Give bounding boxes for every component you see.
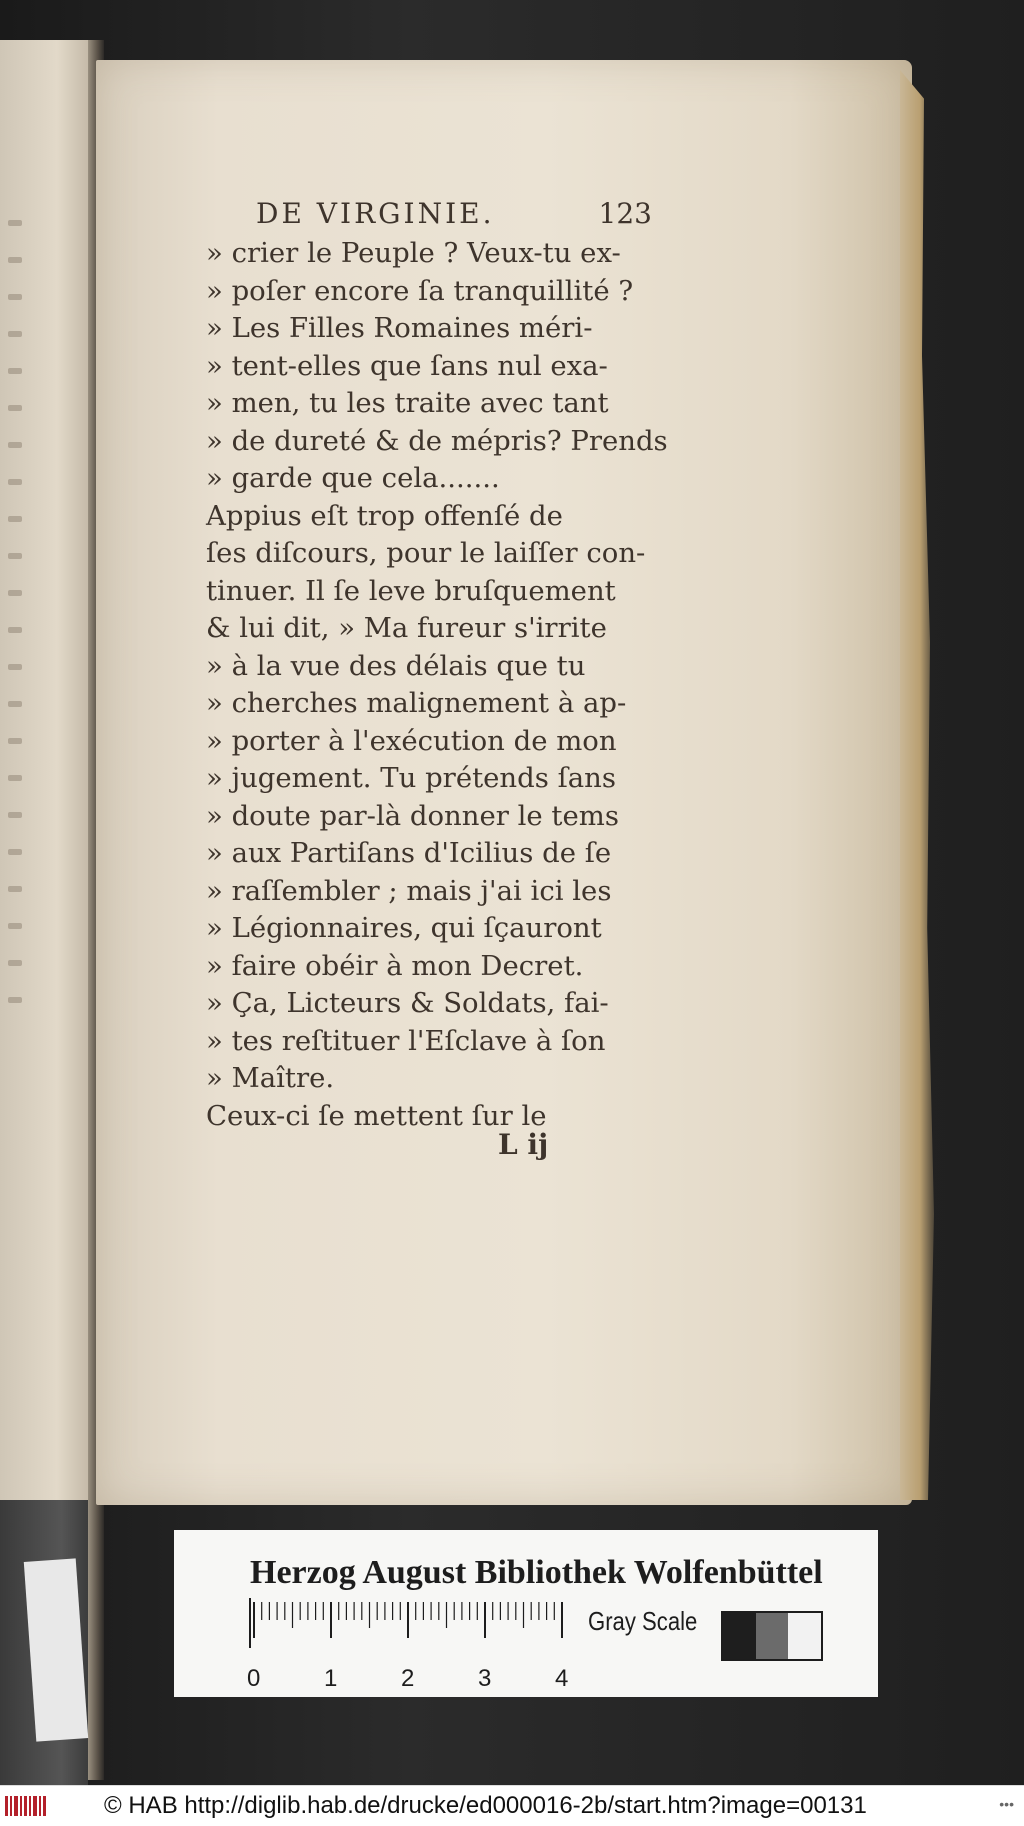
text-line: » crier le Peuple ? Veux-tu ex- xyxy=(206,237,621,269)
facing-page-text-fragment xyxy=(8,960,22,966)
ruler-number: 4 xyxy=(555,1665,569,1692)
facing-page-text-fragment xyxy=(8,997,22,1003)
more-icon[interactable]: ••• xyxy=(999,1796,1014,1812)
running-head-title: DE VIRGINIE. xyxy=(256,197,495,230)
signature-mark: L ij xyxy=(498,1128,549,1161)
text-line: » men, tu les traite avec tant xyxy=(206,387,609,419)
text-line: Ceux-ci ſe mettent ſur le xyxy=(206,1099,547,1132)
text-line: » Ça, Licteurs & Soldats, fai- xyxy=(206,987,609,1019)
facing-page-text-fragment xyxy=(8,220,22,226)
text-line: » tent-elles que ſans nul exa- xyxy=(206,349,608,382)
text-line: tinuer. Il ſe leve bruſquement xyxy=(206,574,616,607)
gray-scale-label: Gray Scale xyxy=(588,1606,698,1636)
text-line: » faire obéir à mon Decret. xyxy=(206,949,584,982)
footer-copyright-url[interactable]: © HAB http://diglib.hab.de/drucke/ed000016-2b/start.htm?image=00131 xyxy=(104,1792,867,1819)
facing-page-text-fragment xyxy=(8,442,22,448)
text-line: » Maître. xyxy=(206,1062,335,1094)
facing-page-text-fragment xyxy=(8,294,22,300)
facing-page-text-fragment xyxy=(8,738,22,744)
facing-page-text-fragment xyxy=(8,257,22,263)
text-line: » à la vue des délais que tu xyxy=(206,649,586,682)
text-line: » cherches malignement à ap- xyxy=(206,687,627,719)
facing-page-text-fragment xyxy=(8,516,22,522)
ruler-number: 0 xyxy=(247,1665,261,1692)
facing-page-text-fragment xyxy=(8,590,22,596)
ruler-number: 2 xyxy=(401,1665,415,1692)
text-line: » garde que cela....... xyxy=(206,462,500,494)
facing-page-text-fragment xyxy=(8,368,22,374)
text-line: » de dureté & de mépris? Prends xyxy=(206,424,668,457)
facing-page-edge xyxy=(0,40,95,1500)
page-deckled-edge xyxy=(900,70,940,1500)
facing-page-text-fragment xyxy=(8,479,22,485)
text-line: » jugement. Tu prétends ſans xyxy=(206,762,616,794)
ruler-number: 3 xyxy=(478,1665,492,1692)
text-lines xyxy=(206,235,668,1135)
facing-page-text-fragment xyxy=(8,849,22,855)
gray-swatch xyxy=(756,1613,789,1659)
gray-swatch xyxy=(788,1613,821,1659)
facing-page-text-fragment xyxy=(8,405,22,411)
shelf-label xyxy=(24,1558,88,1741)
facing-page-text-fragment xyxy=(8,701,22,707)
text-line: » Les Filles Romaines méri- xyxy=(206,312,593,344)
facing-page-text-fragment xyxy=(8,812,22,818)
text-line: ſes diſcours, pour le laiſſer con- xyxy=(206,537,646,569)
centimeter-ruler xyxy=(247,1598,580,1692)
facing-page-text-fragment xyxy=(8,775,22,781)
footer-bar xyxy=(0,1785,1024,1826)
text-line: » tes reſtituer l'Eſclave à ſon xyxy=(206,1024,606,1057)
facing-page-text-fragment xyxy=(8,331,22,337)
text-line: & lui dit, » Ma fureur s'irrite xyxy=(206,612,607,644)
running-head xyxy=(206,195,656,235)
ruler-number: 1 xyxy=(324,1665,338,1692)
text-line: » Légionnaires, qui ſçauront xyxy=(206,912,602,944)
page-number: 123 xyxy=(598,197,652,230)
facing-page-text-fragment xyxy=(8,886,22,892)
facing-page-text-fragment xyxy=(8,627,22,633)
hab-barcode-logo-icon xyxy=(4,1794,48,1818)
color-reference-card xyxy=(174,1530,878,1697)
gray-scale-swatches xyxy=(721,1611,823,1661)
facing-page-text-fragment xyxy=(8,923,22,929)
text-line: » aux Partiſans d'Icilius de ſe xyxy=(206,837,612,869)
text-line: » raſſembler ; mais j'ai ici les xyxy=(206,874,612,907)
facing-page-text-fragment xyxy=(8,553,22,559)
text-line: Appius eſt trop offenſé de xyxy=(206,499,563,532)
gray-swatch xyxy=(723,1613,756,1659)
library-name: Herzog August Bibliothek Wolfenbüttel xyxy=(250,1554,823,1591)
text-line: » doute par-là donner le tems xyxy=(206,799,619,832)
text-line: » porter à l'exécution de mon xyxy=(206,724,617,757)
page-text-block xyxy=(206,195,668,1135)
facing-page-lower-area xyxy=(0,1500,88,1785)
facing-page-text-fragment xyxy=(8,664,22,670)
text-line: » poſer encore ſa tranquillité ? xyxy=(206,274,634,307)
